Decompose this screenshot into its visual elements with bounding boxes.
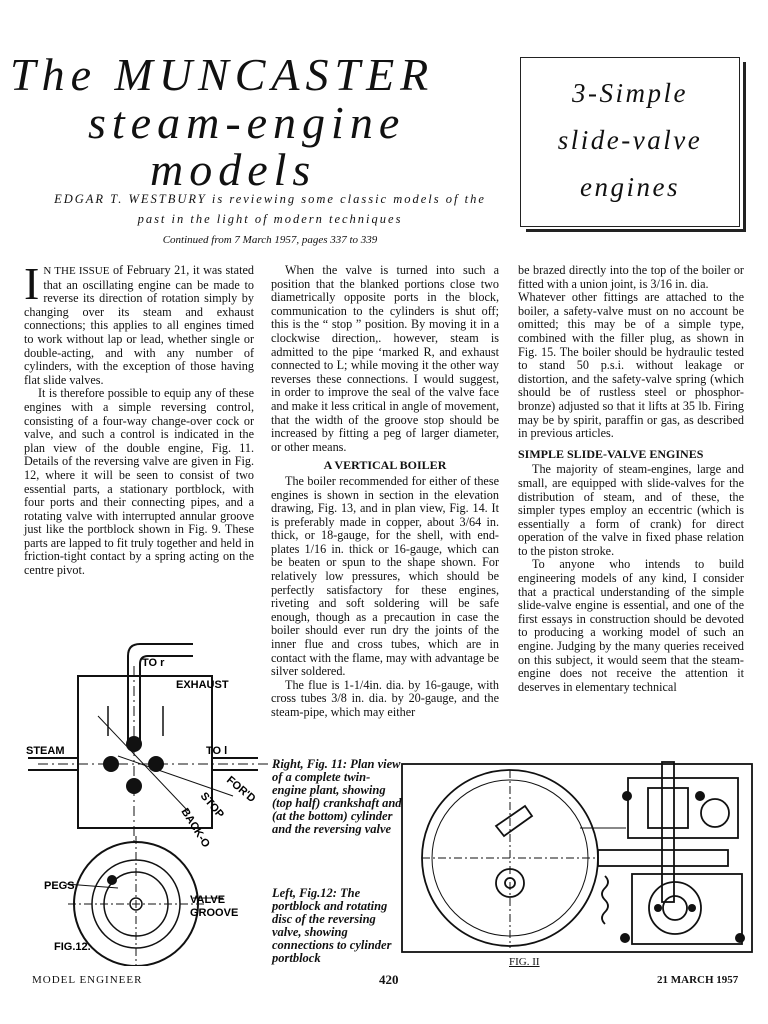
title-line-1: The MUNCASTER [10, 49, 435, 100]
label-valve: VALVE [190, 894, 226, 906]
series-line-2: slide-valve [557, 125, 703, 155]
article-column-3 [518, 264, 744, 694]
section-heading: A VERTICAL BOILER [323, 458, 447, 473]
byline-line-1: EDGAR T. WESTBURY is reviewing some classic models of the [54, 192, 486, 206]
label-pegs: PEGS [44, 880, 75, 892]
paragraph [24, 258, 254, 387]
label-back-o: BACK-O [178, 806, 212, 850]
label-stop: STOP [197, 790, 227, 821]
caption-fig11: Right, Fig. 11: Plan view of a complete twin-engine plant, showing (top half) crankshaft and (at the bottom) cylinder and the reversing valve [272, 757, 402, 836]
figure-11-drawing [400, 758, 760, 958]
series-box [520, 57, 740, 227]
drop-cap: I [24, 258, 40, 309]
series-line-1: 3-Simple [572, 78, 688, 108]
lead-in: N THE ISSUE [43, 265, 110, 277]
label-fig11: FIG. II [509, 956, 540, 968]
continued-note: Continued from 7 March 1957, pages 337 to 339 [162, 234, 378, 246]
label-groove: GROOVE [190, 907, 239, 919]
label-steam: STEAM [26, 745, 65, 757]
paragraph: be brazed directly into the top of the boiler or fitted with a union joint, is 3/16 in. dia. [518, 263, 744, 291]
footer-date: 21 MARCH 1957 [657, 974, 739, 986]
section-heading: SIMPLE SLIDE-VALVE ENGINES [518, 446, 704, 461]
title-line-3: models [150, 144, 317, 195]
paragraph: To anyone who intends to build engineering models of any kind, I consider that a practical understanding of the simple slide-valve engine is essential, and one of the first essays in construction should be devoted to producing a working model of such an engine. Judging by the many queries received on this subject, it would seem that the steam-engine does not receive the attention it deserves in elementary technical [518, 557, 744, 694]
label-exhaust: EXHAUST [176, 679, 229, 691]
paragraph-text: of February 21, it was stated that an oscillating engine can be made to reverse its direction of rotation simply by changing over its steam and exhaust connections; this applies to all engines timed to work without lap or lead, whether single or double-acting, and with any number of cylinders, with the exception of those having flat slide valves. [24, 263, 254, 387]
label-fig12: FIG.12. [54, 941, 91, 953]
series-line-3: engines [580, 172, 680, 202]
byline-line-2: past in the light of modern techniques [137, 212, 403, 226]
label-to-r: TO r [142, 657, 165, 669]
label-ford: FOR'D [224, 774, 258, 806]
figure-12-drawing [18, 636, 280, 966]
title-line-2: steam-engine [88, 97, 406, 148]
paragraph: It is therefore possible to equip any of these engines with a simple reversing control, consisting of a four-way change-over cock or valve, and such a control is indicated in the plan view of the double engine, Fig. 11. Details of the reversing valve are given in Fig. 12, where it will be seen to consist of two essential parts, a stationary portblock, with four ports and their connecting pipes, and a rotating valve with interrupted annular groove just like the portblock shown in Fig. 9. These parts are lapped to fit truly together and held in friction-tight contact by a spring acting on the centre pivot. [24, 386, 254, 578]
footer-publication: MODEL ENGINEER [32, 974, 143, 986]
paragraph: Whatever other fittings are attached to the boiler, a safety-valve must on no account be omitted; this may be of a simple type, combined with the filler plug, as shown in Fig. 15. The boiler should be hydraulic tested to stand 50 p.s.i. without leakage or distortion, and the safety-valve spring (which should be of rustless steel or phosphor-bronze) adjusted so that it lifts at 35 lb. Firing may be by spirit, paraffin or gas, as described in previous articles. [518, 290, 744, 441]
paragraph: The flue is 1-1/4in. dia. by 16-gauge, with cross tubes 3/8 in. dia. by 20-gauge, and the steam-pipe, which may either [271, 677, 499, 719]
page-number: 420 [379, 972, 399, 987]
label-to-l: TO l [206, 745, 228, 757]
paragraph: When the valve is turned into such a position that the blanked portions close two diametrically opposite ports in the block, communication to the cylinders is shut off; this is the “ stop ” position. By moving it in a clockwise direction,. however, steam is admitted to the pipe ‘marked R, and exhaust connected to L; while moving it the other way reverses these connections. I would suggest, in order to improve the seal of the valve face and make it less critical in angle of movement, that the width of the groove stop should be increased by fitting a peg of larger diameter, or other means. [271, 263, 499, 454]
paragraph: The majority of steam-engines, large and small, are equipped with slide-valves for the distribution of steam, and of these, the simpler types employ an eccentric (which is essentially a form of crank) for direct operation of the valve in fixed phase relation to the piston stroke. [518, 462, 744, 558]
article-column-2 [271, 264, 499, 720]
caption-fig12: Left, Fig.12: The portblock and rotating disc of the reversing valve, showing connections to cylinder portblock [272, 886, 392, 965]
article-column-1 [24, 258, 254, 578]
paragraph: The boiler recommended for either of these engines is shown in section in the elevation drawing, Fig. 13, and in plan view, Fig. 14. It is preferably made in copper, about 3/64 in. thick, or 18-gauge, for the shell, with end-plates 1/16 in. thick or 16-gauge, which can be beaten or spun to the shape shown. For relatively low pressures, which should be perfectly satisfactory for these engines, riveting and soft soldering will be safe enough, though as a precaution in case the boiler should ever run dry the joints of the inner flue and cross tubes, which are in contact with the flame, may with advantage be silver soldered. [271, 473, 499, 679]
